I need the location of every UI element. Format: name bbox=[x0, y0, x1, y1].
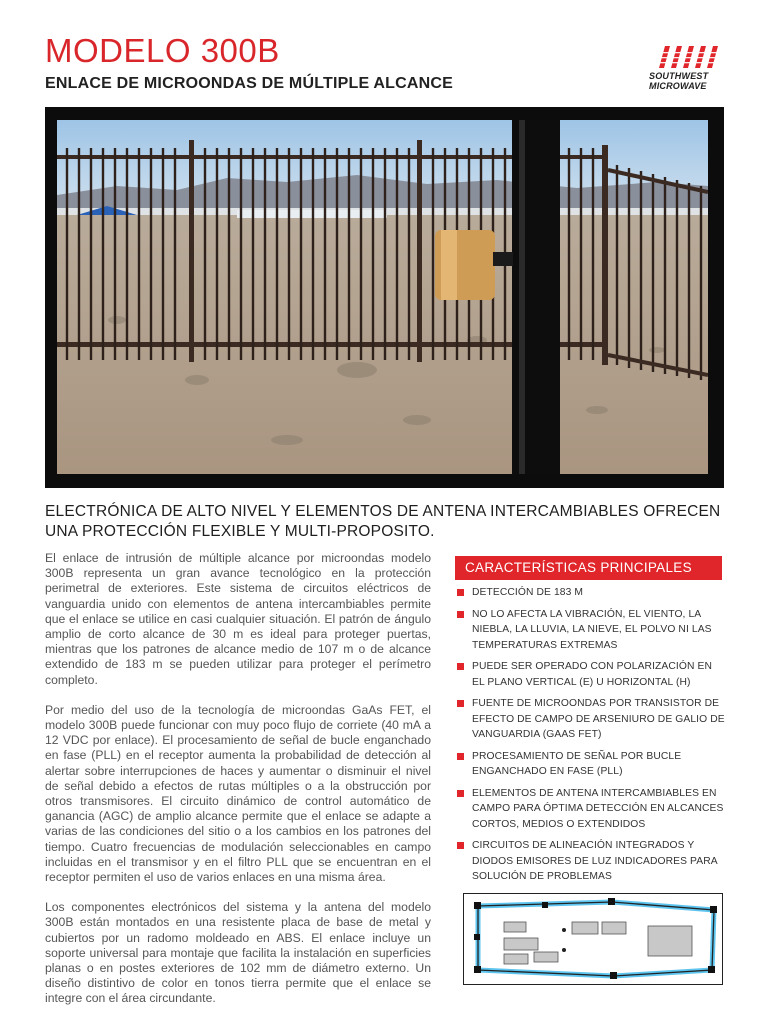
logo-line-2: MICROWAVE bbox=[649, 81, 707, 91]
bullet-square-icon bbox=[457, 700, 464, 707]
headline: ELECTRÓNICA DE ALTO NIVEL Y ELEMENTOS DE ANTENA INTERCAMBIABLES OFRECEN UNA PROTECCIÓN FLEXIBLE Y MULTI-PROPOSITO. bbox=[45, 503, 721, 540]
body-paragraph: El enlace de intrusión de múltiple alcance por microondas modelo 300B representa un gran avance tecnológico en la protección perimetral de exteriores. Este sistema de circuitos eléctricos de vanguardia unido con elementos de antena intercambiables permite que el enlace se utilice en casi cualquier situación. El patrón de ángulo amplio de corto alcance de 30 m es ideal para proteger puertas, mientras que los patrones de alcance medio de 107 m o de alcance extendido de 183 m se pueden utilizar para proteger el perímetro completo. bbox=[45, 551, 431, 687]
product-photo-frame bbox=[45, 107, 724, 488]
page-subtitle: ENLACE DE MICROONDAS DE MÚLTIPLE ALCANCE bbox=[45, 75, 453, 92]
bullet-square-icon bbox=[457, 663, 464, 670]
features-header bbox=[455, 556, 722, 580]
bullet-square-icon bbox=[457, 611, 464, 618]
feature-item: PROCESAMIENTO DE SEÑAL POR BUCLE ENGANCHADO EN FASE (PLL) bbox=[455, 749, 725, 780]
perimeter-zone-diagram bbox=[464, 894, 722, 984]
features-title: CARACTERÍSTICAS PRINCIPALES bbox=[465, 560, 692, 575]
feature-item: CIRCUITOS DE ALINEACIÓN INTEGRADOS Y DIODOS EMISORES DE LUZ INDICADORES PARA SOLUCIÓN DE PROBLEMAS bbox=[455, 838, 725, 885]
fence-scene-illustration bbox=[57, 120, 708, 474]
bullet-square-icon bbox=[457, 790, 464, 797]
page-title: MODELO 300B bbox=[45, 32, 280, 69]
fence-photo bbox=[57, 120, 708, 474]
feature-item: PUEDE SER OPERADO CON POLARIZACIÓN EN EL PLANO VERTICAL (E) U HORIZONTAL (H) bbox=[455, 659, 725, 690]
body-paragraph: Los componentes electrónicos del sistema y la antena del modelo 300B están montados en una resistente placa de base de metal y cubiertos por un radomo moldeado en ABS. El enlace incluye un soporte universal para montaje que facilita la instalación en superficies planas o en postes exteriores de 102 mm de diámetro externo. Un diseño distintivo de color en tonos tierra permite que el enlace se integre con el área circundante. bbox=[45, 900, 431, 1006]
logo-line-1: SOUTHWEST bbox=[649, 71, 709, 81]
feature-item: FUENTE DE MICROONDAS POR TRANSISTOR DE EFECTO DE CAMPO DE ARSENIURO DE GALIO DE VANGUARDIA (GAAS FET) bbox=[455, 696, 725, 743]
southwest-microwave-logo bbox=[645, 44, 727, 92]
logo-text bbox=[649, 71, 708, 91]
features-list bbox=[455, 585, 725, 891]
bullet-square-icon bbox=[457, 842, 464, 849]
feature-item: DETECCIÓN DE 183 M bbox=[455, 585, 725, 601]
body-text bbox=[45, 551, 431, 1022]
site-layout-diagram bbox=[463, 893, 723, 985]
feature-item: ELEMENTOS DE ANTENA INTERCAMBIABLES EN CAMPO PARA ÓPTIMA DETECCIÓN EN ALCANCES CORTOS, MEDIOS O EXTENDIDOS bbox=[455, 786, 725, 833]
bullet-square-icon bbox=[457, 753, 464, 760]
bullet-square-icon bbox=[457, 589, 464, 596]
body-paragraph: Por medio del uso de la tecnología de microondas GaAs FET, el modelo 300B puede funcionar con muy poco flujo de corriete (40 mA a 12 VDC por enlace). El procesamiento de señal de bucle enganchado en fase (PLL) en el receptor aumenta la probabilidad de detección al alertar sobre interrupciones de haces y aumentar o disminuir el nivel de señal debido a efectos de rutas múltiples o a la obstrucción por otros transmisores. El circuito dinámico de control automático de ganancia (AGC) de amplio alcance permite que el enlace se adapte a varias de las condiciones del sitio o a los cambios en los patrones del tiempo. Cuatro frecuencias de modulación seleccionables en campo incluidas en el transmisor y en el filtro PLL que se encuentran en el receptor permiten el uso de varios enlaces en una misma área. bbox=[45, 702, 431, 885]
feature-item: NO LO AFECTA LA VIBRACIÓN, EL VIENTO, LA NIEBLA, LA LLUVIA, LA NIEVE, EL POLVO NI LAS TEMPERATURAS EXTREMAS bbox=[455, 607, 725, 654]
logo-mark-icon bbox=[653, 44, 723, 70]
